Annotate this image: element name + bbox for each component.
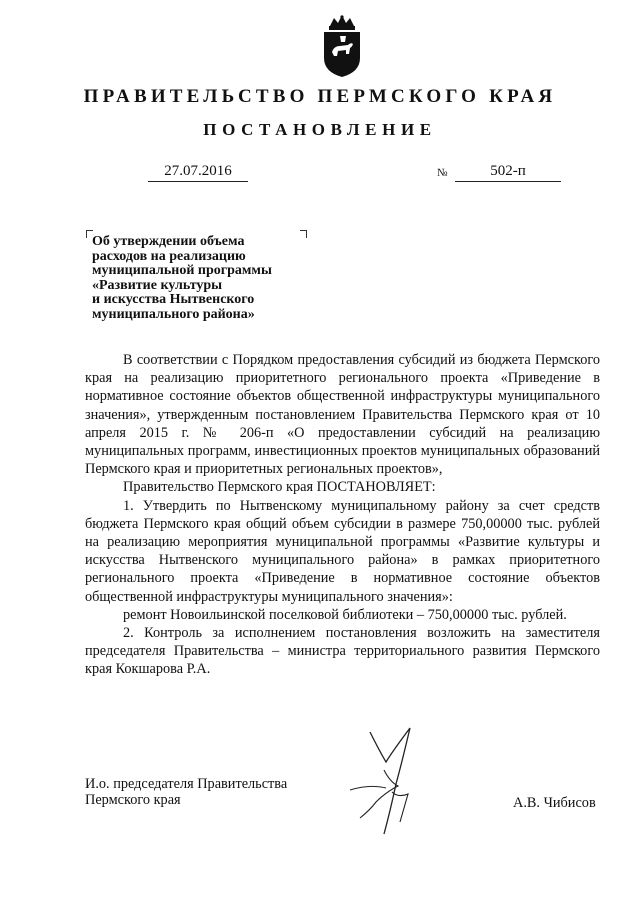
subject-line: расходов на реализацию <box>92 248 246 264</box>
preamble-paragraph: В соответствии с Порядком предоставления субсидий из бюджета Пермского края на реализацию приоритетного регионального проекта «Приведение в нормативное состояние объектов общественной инфраструктуры муниципального значения», утвержденным постановлением Правительства Пермского края от 10 апреля 2015 г. № 206-п «О предоставлении субсидий на реализацию муниципальных программ, инвестиционных проектов муниципальных образований Пермского края и приоритетных региональных проектов», <box>85 352 600 478</box>
subject-line: муниципальной программы <box>92 263 272 279</box>
item-2-paragraph: 2. Контроль за исполнением постановления возложить на заместителя председателя Правительства – министра территориального развития Пермского края Кокшарова Р.А. <box>85 625 600 678</box>
document-date: 27.07.2016 <box>148 162 248 182</box>
signer-name: А.В. Чибисов <box>513 795 596 811</box>
document-subject <box>92 235 322 323</box>
subject-line: Об утверждении объема <box>92 234 245 249</box>
coat-of-arms-icon <box>322 14 362 78</box>
subject-line: и искусства Нытвенского <box>92 292 255 308</box>
handwritten-signature <box>340 722 440 842</box>
document-body <box>85 351 600 679</box>
organization-title: ПРАВИТЕЛЬСТВО ПЕРМСКОГО КРАЯ <box>83 86 557 107</box>
document-number: 502-п <box>455 162 561 182</box>
signer-title <box>85 776 287 808</box>
signer-title-line: Пермского края <box>85 792 181 809</box>
signer-title-line: И.о. председателя Правительства <box>85 776 288 792</box>
subject-line: муниципального района» <box>92 306 255 322</box>
document-type: ПОСТАНОВЛЕНИЕ <box>203 120 437 139</box>
subject-line: «Развитие культуры <box>92 277 223 293</box>
number-sign: № <box>437 167 448 179</box>
resolves-paragraph: Правительство Пермского края ПОСТАНОВЛЯЕТ: <box>123 479 436 496</box>
item-1-paragraph: 1. Утвердить по Нытвенскому муниципальному району за счет средств бюджета Пермского края общий объем субсидии в размере 750,00000 тыс. рублей на реализацию мероприятия муниципальной программы «Развитие культуры и искусства Нытвенского муниципального района» в рамках приоритетного регионального проекта «Приведение в нормативное состояние объектов общественной инфраструктуры муниципального значения»: <box>85 497 600 605</box>
item-1-detail: ремонт Новоильинской поселковой библиотеки – 750,00000 тыс. рублей. <box>123 606 567 623</box>
